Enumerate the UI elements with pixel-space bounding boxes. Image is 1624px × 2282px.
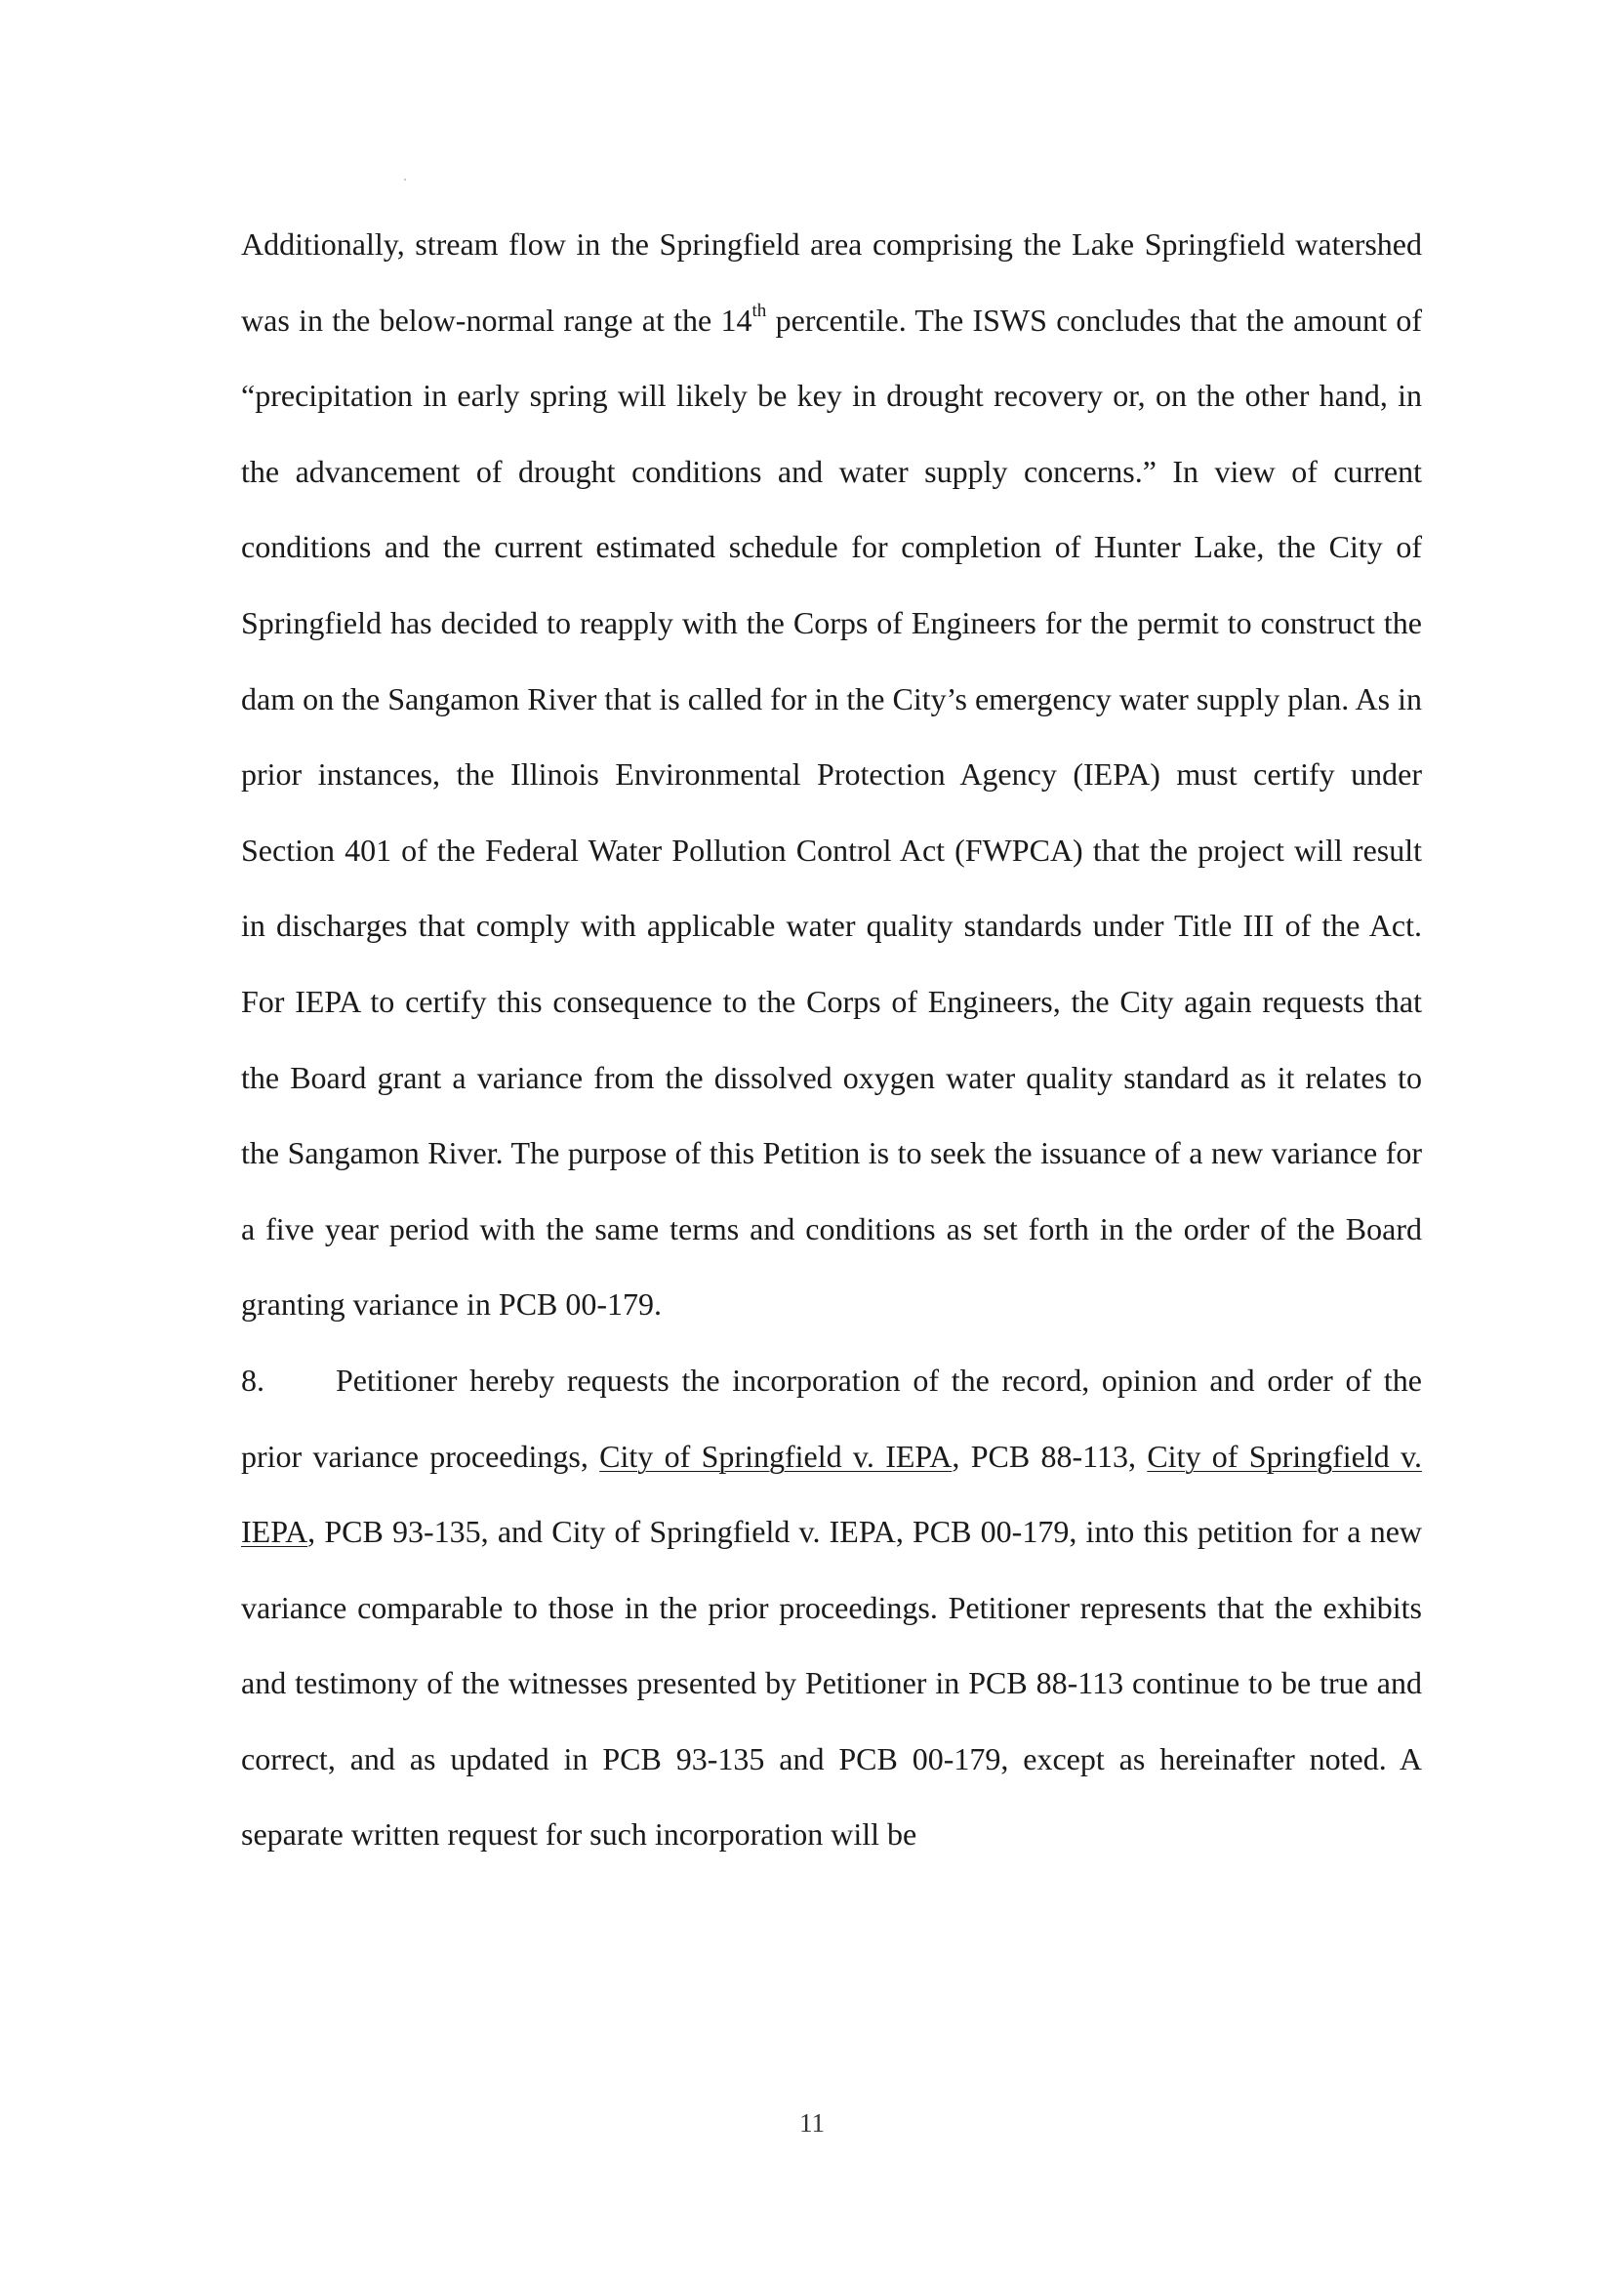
case-citation-1: City of Springfield v. IEPA	[599, 1438, 953, 1474]
body-text	[241, 207, 1422, 1873]
paragraph-7-continuation	[241, 207, 1422, 1343]
paragraph-7-text-part-2: percentile. The ISWS concludes that the amount of “precipitation in early spring will likely be key in drought recovery or, on the other hand, in the advancement of drought conditions and water supply concerns.” In view of current conditions and the current estimated schedule for completion of Hunter Lake, the City of Springfield has decided to reapply with the Corps of Engineers for the permit to construct the dam on the Sangamon River that is called for in the City’s emergency water supply plan. As in prior instances, the Illinois Environmental Protection Agency (IEPA) must certify under Section 401 of the Federal Water Pollution Control Act (FWPCA) that the project will result in discharges that comply with applicable water quality standards under Title III of the Act. For IEPA to certify this consequence to the Corps of Engineers, the City again requests that the Board grant a variance from the dissolved oxygen water quality standard as it relates to the Sangamon River. The purpose of this Petition is to seek the issuance of a new variance for a five year period with the same terms and conditions as set forth in the order of the Board granting variance in PCB 00-179.	[241, 302, 1423, 1323]
ordinal-suffix: th	[751, 300, 767, 321]
paragraph-8-text-part-1: Petitioner hereby requests the incorporation of the record, opinion and order of the prior variance proceedings,	[241, 1362, 1422, 1474]
paragraph-8-text-part-3: , PCB 93-135, and City of Springfield v. IEPA, PCB 00-179, into this petition for a new variance comparable to those in the prior proceedings. Petitioner represents that the exhibits and testimony of the witnesses presented by Petitioner in PCB 88-113 continue to be true and correct, and as updated in PCB 93-135 and PCB 00-179, except as hereinafter noted. A separate written request for such incorporation will be	[241, 1514, 1422, 1853]
paragraph-8-text-part-2: , PCB 88-113,	[952, 1438, 1148, 1474]
paragraph-7-text-part-1: Additionally, stream flow in the Springfield area comprising the Lake Springfield watershed was in the below-normal range at the 14	[241, 226, 1422, 338]
case-citation-2: City of Springfield v. IEPA	[241, 1438, 1423, 1550]
scan-speck	[404, 179, 406, 181]
paragraph-8	[241, 1343, 1422, 1873]
paragraph-number: 8.	[241, 1362, 264, 1398]
page-number: 11	[799, 2108, 825, 2138]
